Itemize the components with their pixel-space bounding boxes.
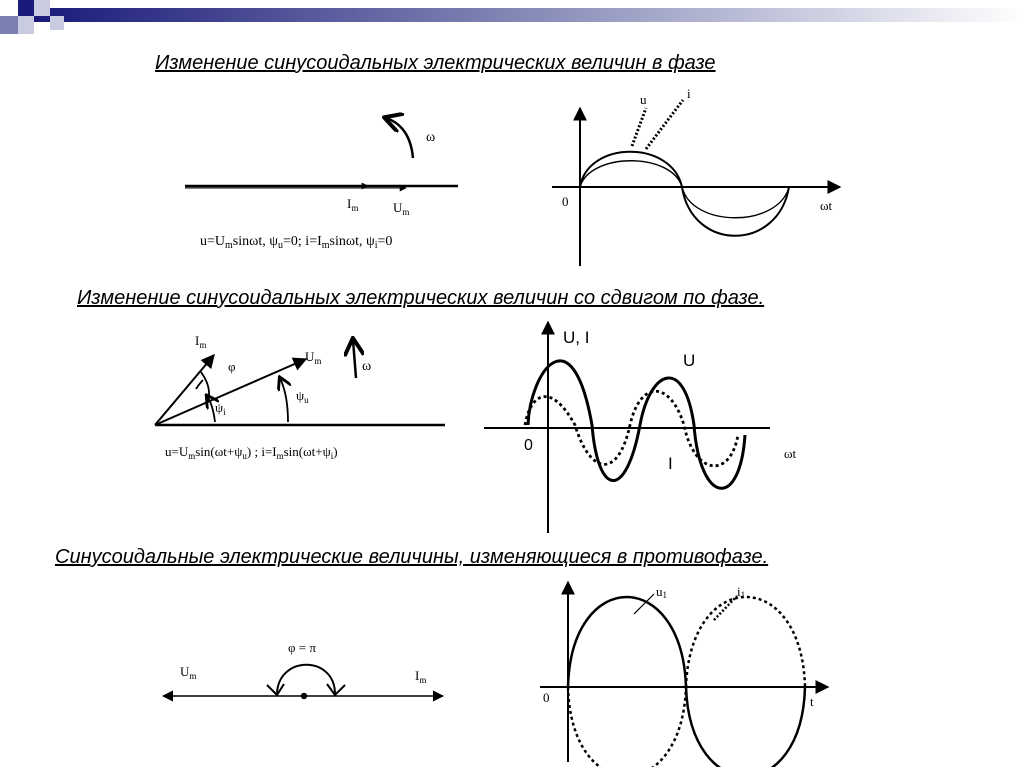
x-axis-label: ωt	[784, 446, 797, 461]
i-wave-positive	[580, 161, 682, 187]
psi-i-label: $\psi_i$	[215, 400, 226, 417]
i-label: i	[687, 86, 691, 101]
section1-waveform-graph	[552, 86, 840, 266]
u-wave-negative	[682, 187, 789, 236]
Um-label: $U_m$	[180, 664, 197, 681]
x-axis-label: ωt	[820, 198, 833, 213]
omega-label: ω	[362, 359, 372, 374]
phi-label: φ	[228, 359, 236, 374]
y-axis-label: U, I	[563, 328, 590, 347]
u1-label: u1	[656, 584, 667, 600]
psi-u-arc	[280, 378, 288, 422]
i-leader	[646, 100, 683, 149]
omega-label: ω	[426, 130, 436, 145]
origin-dot	[301, 693, 307, 699]
U-label: U	[683, 351, 696, 370]
U-wave	[528, 361, 745, 488]
Um-label: $U_m$	[305, 349, 322, 366]
section1-formula: $u=U_m\sin\omega t$, $\psi_u=0$; $i=I_m\sin\omega t$, $\psi_i=0$	[200, 234, 393, 251]
rotation-arc-arrow	[386, 118, 413, 158]
section1-title: Изменение синусоидальных электрических величин в фазе	[155, 52, 716, 74]
i-wave-negative	[682, 187, 789, 218]
u1-wave-negative	[686, 687, 805, 767]
phi-pi-arc	[277, 665, 335, 694]
origin-label: 0	[524, 437, 533, 454]
origin-label: 0	[562, 194, 569, 209]
section3-phasor-diagram	[163, 640, 443, 699]
arc-right-arrowhead	[327, 684, 345, 695]
i1-label: i1	[737, 584, 746, 600]
x-axis-label: t	[810, 694, 814, 709]
phasor-Im-arrow	[155, 355, 214, 425]
section1-phasor-diagram	[185, 118, 458, 251]
Im-label: $I_m$	[195, 333, 207, 350]
u1-wave-positive	[568, 597, 686, 687]
I-label: I	[668, 454, 673, 473]
origin-label: 0	[543, 690, 550, 705]
u-leader	[632, 108, 646, 146]
Um-label: $U_m$	[393, 200, 410, 217]
rotation-arrow	[353, 340, 356, 378]
psi-u-label: $\psi_u$	[296, 388, 309, 405]
Im-label: $I_m$	[347, 196, 359, 213]
u-label: u	[640, 92, 647, 107]
section2-waveform-graph	[484, 322, 797, 533]
i1-wave-positive	[686, 597, 805, 687]
arc-left-arrowhead	[267, 684, 284, 695]
i1-wave-negative	[568, 687, 686, 767]
section2-phasor-diagram	[155, 333, 445, 461]
phi-pi-label: φ = π	[288, 640, 316, 655]
section2-title: Изменение синусоидальных электрических величин со сдвигом по фазе.	[77, 287, 765, 309]
section3-waveform-graph	[540, 582, 828, 767]
section2-formula: $u=U_m\sin(\omega t+\psi_u)$ ; $i=I_m\sin(\omega t+\psi_i)$	[165, 444, 338, 461]
section3-title: Синусоидальные электрические величины, изменяющиеся в противофазе.	[55, 546, 769, 568]
i1-leader	[714, 596, 737, 620]
Im-label: $I_m$	[415, 668, 427, 685]
phi-arc-tick	[196, 380, 203, 389]
